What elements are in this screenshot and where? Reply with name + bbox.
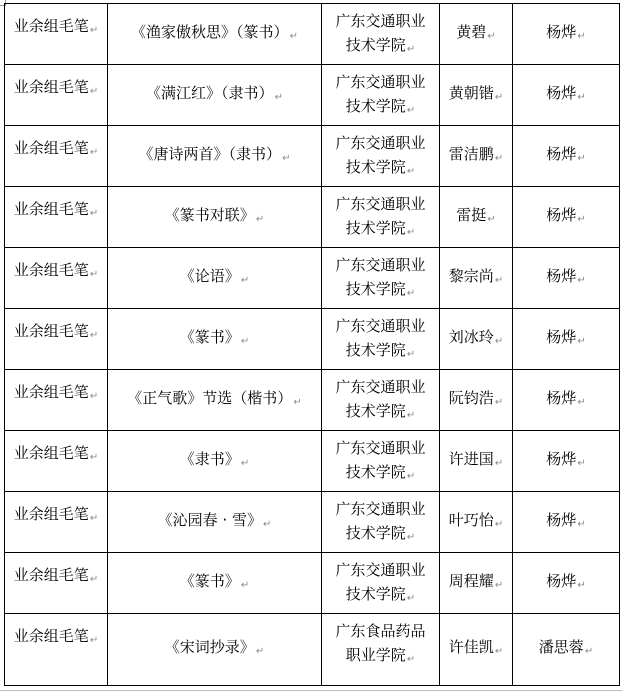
author-cell — [440, 431, 513, 492]
author-name: 黎宗尚 — [448, 266, 494, 285]
category-cell — [5, 553, 108, 614]
school-cell — [322, 126, 440, 187]
work-title-cell — [108, 492, 322, 553]
work-title-text: 《篆书对联》 — [164, 205, 255, 224]
paragraph-mark: ↵ — [240, 457, 250, 469]
school-name-line-2: 技术学院 — [345, 219, 406, 237]
paragraph-mark: ↵ — [274, 91, 283, 103]
work-title-cell — [108, 553, 322, 614]
paragraph-mark: ↵ — [89, 391, 99, 402]
paragraph-mark: ↵ — [89, 452, 99, 463]
school-name-line-2: 技术学院 — [345, 280, 406, 298]
category-text: 业余组毛笔 — [13, 78, 89, 96]
table-row — [5, 553, 620, 614]
author-name: 许进国 — [448, 449, 494, 468]
paragraph-mark: ↵ — [89, 208, 99, 219]
table-row — [5, 614, 620, 686]
school-name-line-1: 广东食品药品 — [335, 622, 426, 640]
author-cell — [440, 4, 513, 65]
paragraph-mark: ↵ — [406, 105, 416, 116]
category-text: 业余组毛笔 — [13, 261, 89, 279]
paragraph-mark: ↵ — [494, 335, 504, 347]
paragraph-mark: ↵ — [293, 396, 302, 408]
school-name-line-2: 技术学院 — [345, 158, 406, 176]
paragraph-mark: ↵ — [494, 646, 504, 657]
advisor-name: 潘思蓉 — [538, 638, 584, 656]
advisor-cell — [513, 370, 620, 431]
school-cell — [322, 431, 440, 492]
paragraph-mark: ↵ — [577, 91, 586, 103]
work-title-cell — [108, 248, 322, 309]
paragraph-mark: ↵ — [89, 25, 99, 36]
work-title-cell — [108, 187, 322, 248]
school-name-line-1: 广东交通职业 — [335, 73, 426, 91]
category-text: 业余组毛笔 — [13, 566, 89, 584]
school-name-line-2: 技术学院 — [345, 341, 406, 359]
work-title-text: 《篆书》 — [179, 571, 240, 590]
paragraph-mark: ↵ — [282, 152, 291, 164]
work-title-text: 《渔家傲秋思》（篆书） — [131, 22, 289, 41]
author-name: 刘冰玲 — [448, 327, 494, 346]
paragraph-mark: ↵ — [89, 330, 99, 341]
school-cell — [322, 187, 440, 248]
school-name-line-2: 技术学院 — [345, 524, 406, 542]
paragraph-mark: ↵ — [289, 30, 298, 42]
author-name: 雷挺 — [456, 205, 487, 224]
paragraph-mark: ↵ — [577, 30, 586, 42]
category-cell — [5, 431, 108, 492]
school-cell — [322, 65, 440, 126]
school-name-line-1: 广东交通职业 — [335, 12, 426, 30]
school-name-line-2-wrap — [322, 582, 439, 611]
school-name-line-2: 职业学院 — [345, 646, 406, 664]
school-cell — [322, 370, 440, 431]
paragraph-mark: ↵ — [577, 518, 586, 530]
category-text: 业余组毛笔 — [13, 17, 89, 35]
school-name-line-2-wrap — [322, 521, 439, 550]
work-title-text: 《论语》 — [179, 266, 240, 285]
paragraph-mark: ↵ — [406, 654, 416, 665]
paragraph-mark: ↵ — [406, 166, 416, 177]
advisor-name: 杨烨 — [546, 510, 577, 529]
paragraph-mark: ↵ — [240, 274, 250, 286]
category-text: 业余组毛笔 — [13, 322, 89, 340]
paragraph-mark: ↵ — [494, 579, 504, 591]
paragraph-mark: ↵ — [89, 513, 99, 524]
table-row — [5, 309, 620, 370]
paragraph-mark: ↵ — [406, 288, 416, 299]
school-cell — [322, 248, 440, 309]
school-name-line-2-wrap — [322, 277, 439, 306]
advisor-cell — [513, 492, 620, 553]
school-name-line-2-wrap — [322, 216, 439, 245]
category-text: 业余组毛笔 — [13, 444, 89, 462]
school-name-line-2: 技术学院 — [345, 97, 406, 115]
paragraph-mark: ↵ — [89, 86, 99, 97]
work-title-cell — [108, 126, 322, 187]
author-cell — [440, 65, 513, 126]
category-cell — [5, 187, 108, 248]
paragraph-mark: ↵ — [406, 471, 416, 482]
school-name-line-1: 广东交通职业 — [335, 134, 426, 152]
work-title-cell — [108, 431, 322, 492]
paragraph-mark: ↵ — [255, 646, 265, 657]
category-text: 业余组毛笔 — [13, 139, 89, 157]
school-name-line-1: 广东交通职业 — [335, 378, 426, 396]
work-title-cell — [108, 614, 322, 686]
category-text: 业余组毛笔 — [13, 505, 89, 523]
paragraph-mark: ↵ — [406, 532, 416, 543]
school-name-line-1: 广东交通职业 — [335, 439, 426, 457]
table-row — [5, 65, 620, 126]
table-row — [5, 492, 620, 553]
school-cell — [322, 309, 440, 370]
paragraph-mark: ↵ — [89, 574, 99, 585]
category-text: 业余组毛笔 — [13, 383, 89, 401]
paragraph-mark: ↵ — [406, 593, 416, 604]
author-cell — [440, 248, 513, 309]
paragraph-mark: ↵ — [406, 44, 416, 55]
category-text: 业余组毛笔 — [13, 627, 89, 645]
paragraph-mark: ↵ — [577, 335, 586, 347]
school-name-line-2-wrap — [322, 33, 439, 62]
category-cell — [5, 370, 108, 431]
author-cell — [440, 187, 513, 248]
work-title-cell — [108, 4, 322, 65]
advisor-cell — [513, 126, 620, 187]
author-name: 雷洁鹏 — [448, 144, 494, 163]
advisor-name: 杨烨 — [546, 327, 577, 346]
paragraph-mark: ↵ — [577, 213, 586, 225]
paragraph-mark: ↵ — [494, 396, 504, 408]
advisor-name: 杨烨 — [546, 388, 577, 407]
school-cell — [322, 4, 440, 65]
paragraph-mark: ↵ — [577, 274, 586, 286]
paragraph-mark: ↵ — [577, 579, 586, 591]
paragraph-mark: ↵ — [494, 518, 504, 530]
author-name: 许佳凯 — [448, 638, 494, 656]
school-cell — [322, 553, 440, 614]
paragraph-mark: ↵ — [494, 91, 504, 103]
advisor-cell — [513, 309, 620, 370]
paragraph-mark: ↵ — [494, 152, 504, 164]
paragraph-mark: ↵ — [487, 213, 496, 225]
author-name: 周程耀 — [448, 571, 494, 590]
advisor-name: 杨烨 — [546, 205, 577, 224]
school-name-line-2-wrap — [322, 155, 439, 184]
advisor-cell — [513, 431, 620, 492]
paragraph-mark: ↵ — [255, 213, 265, 225]
advisor-name: 杨烨 — [546, 22, 577, 41]
work-title-text: 《唐诗两首》（隶书） — [138, 144, 282, 163]
school-name-line-2: 技术学院 — [345, 402, 406, 420]
advisor-cell — [513, 65, 620, 126]
paragraph-mark: ↵ — [577, 457, 586, 469]
advisor-cell — [513, 614, 620, 686]
advisor-cell — [513, 248, 620, 309]
author-cell — [440, 309, 513, 370]
school-name-line-2-wrap — [322, 643, 439, 672]
work-title-text: 《篆书》 — [179, 327, 240, 346]
school-cell — [322, 614, 440, 686]
paragraph-mark: ↵ — [577, 152, 586, 164]
advisor-cell — [513, 4, 620, 65]
category-text: 业余组毛笔 — [13, 200, 89, 218]
work-title-cell — [108, 309, 322, 370]
category-cell — [5, 248, 108, 309]
work-title-text: 《宋词抄录》 — [164, 638, 255, 656]
advisor-cell — [513, 553, 620, 614]
author-cell — [440, 370, 513, 431]
advisor-cell — [513, 187, 620, 248]
advisor-name: 杨烨 — [546, 449, 577, 468]
school-name-line-2-wrap — [322, 399, 439, 428]
advisor-name: 杨烨 — [546, 266, 577, 285]
paragraph-mark: ↵ — [89, 269, 99, 280]
paragraph-mark: ↵ — [577, 396, 586, 408]
school-name-line-2: 技术学院 — [345, 463, 406, 481]
work-title-text: 《隶书》 — [179, 449, 240, 468]
school-name-line-2-wrap — [322, 94, 439, 123]
paragraph-mark: ↵ — [262, 518, 272, 530]
table-row — [5, 248, 620, 309]
school-name-line-2-wrap — [322, 338, 439, 367]
paragraph-mark: ↵ — [494, 457, 504, 469]
school-name-line-2: 技术学院 — [345, 585, 406, 603]
paragraph-mark: ↵ — [487, 30, 496, 42]
category-cell — [5, 614, 108, 686]
work-title-text: 《满江红》（隶书） — [146, 83, 274, 102]
paragraph-mark: ↵ — [406, 227, 416, 238]
paragraph-mark: ↵ — [406, 349, 416, 360]
work-title-text: 《正气歌》节选（楷书） — [127, 388, 293, 407]
author-cell — [440, 553, 513, 614]
table-row — [5, 370, 620, 431]
school-name-line-2: 技术学院 — [345, 36, 406, 54]
paragraph-mark: ↵ — [406, 410, 416, 421]
school-name-line-1: 广东交通职业 — [335, 256, 426, 274]
author-name: 黄碧 — [456, 22, 487, 41]
paragraph-mark: ↵ — [240, 579, 250, 591]
table-row — [5, 431, 620, 492]
category-cell — [5, 4, 108, 65]
paragraph-mark: ↵ — [584, 646, 594, 657]
work-title-cell — [108, 65, 322, 126]
author-cell — [440, 126, 513, 187]
table-row — [5, 4, 620, 65]
work-title-cell — [108, 370, 322, 431]
advisor-name: 杨烨 — [546, 571, 577, 590]
school-name-line-1: 广东交通职业 — [335, 317, 426, 335]
paragraph-mark: ↵ — [494, 274, 504, 286]
school-cell — [322, 492, 440, 553]
advisor-name: 杨烨 — [546, 83, 577, 102]
paragraph-mark: ↵ — [89, 635, 99, 646]
author-name: 叶巧怡 — [448, 510, 494, 529]
advisor-name: 杨烨 — [546, 144, 577, 163]
table-row — [5, 187, 620, 248]
category-cell — [5, 126, 108, 187]
category-cell — [5, 492, 108, 553]
work-title-text: 《沁园春 · 雪》 — [157, 510, 262, 529]
author-cell — [440, 492, 513, 553]
author-name: 阮钧浩 — [448, 388, 494, 407]
entries-table — [4, 3, 620, 686]
paragraph-mark: ↵ — [240, 335, 250, 347]
page-bottom-rule — [0, 690, 622, 691]
school-name-line-1: 广东交通职业 — [335, 500, 426, 518]
school-name-line-2-wrap — [322, 460, 439, 489]
category-cell — [5, 309, 108, 370]
author-name: 黄朝锴 — [448, 83, 494, 102]
entries-table-body — [5, 4, 620, 686]
table-row — [5, 126, 620, 187]
school-name-line-1: 广东交通职业 — [335, 561, 426, 579]
category-cell — [5, 65, 108, 126]
author-cell — [440, 614, 513, 686]
school-name-line-1: 广东交通职业 — [335, 195, 426, 213]
paragraph-mark: ↵ — [89, 147, 99, 158]
